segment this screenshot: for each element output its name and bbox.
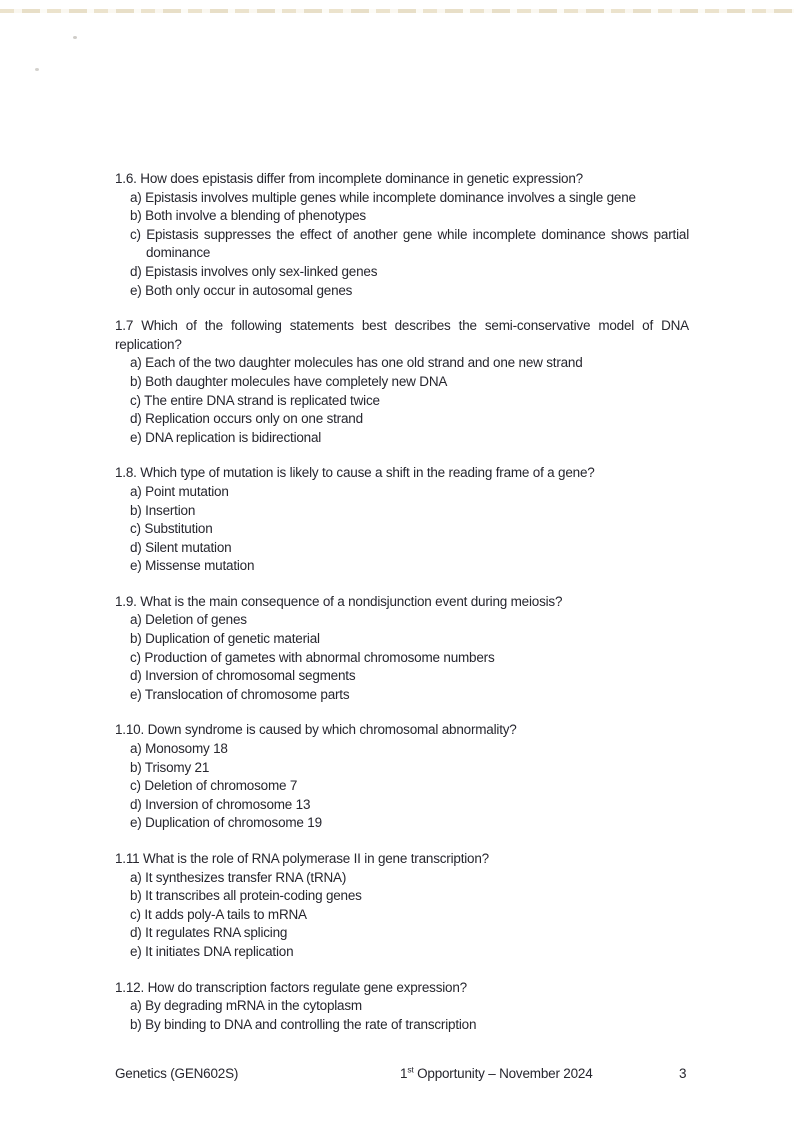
question-text	[115, 317, 689, 354]
question-number: 1.7	[115, 318, 134, 334]
option-a: a) Deletion of genes	[130, 612, 247, 628]
option-d: d) Silent mutation	[130, 539, 232, 555]
option-e: e) It initiates DNA replication	[130, 943, 294, 959]
question-stem: Which of the following statements best describes the semi-conservative model of DNA replication?	[115, 318, 689, 352]
option-c: c) Substitution	[130, 521, 213, 537]
option-a: a) Point mutation	[130, 483, 229, 499]
option-e: e) Duplication of chromosome 19	[130, 815, 322, 831]
question-stem: Which type of mutation is likely to cause a shift in the reading frame of a gene?	[140, 465, 595, 481]
option-d: d) Replication occurs only on one strand	[130, 411, 363, 427]
option-e: e) Translocation of chromosome parts	[130, 686, 350, 702]
question-number: 1.8.	[115, 465, 137, 481]
footer-opportunity-text: Opportunity – November 2024	[413, 1066, 593, 1081]
question-text	[115, 593, 689, 612]
option-e: e) Both only occur in autosomal genes	[130, 282, 353, 298]
option-c: c) Production of gametes with abnormal chromosome numbers	[130, 649, 495, 665]
option-d: d) Epistasis involves only sex-linked genes	[130, 263, 378, 279]
question-stem: What is the main consequence of a nondisjunction event during meiosis?	[140, 593, 563, 609]
option-c: c) The entire DNA strand is replicated twice	[130, 392, 380, 408]
question-number: 1.12.	[115, 979, 145, 995]
question-text	[115, 464, 689, 483]
question-stem: What is the role of RNA polymerase II in gene transcription?	[143, 851, 489, 866]
question-text	[115, 721, 689, 740]
question-number: 1.9.	[115, 593, 137, 609]
option-a: a) Monosomy 18	[130, 741, 228, 757]
option-e: e) Missense mutation	[130, 558, 255, 574]
option-c: c) Epistasis suppresses the effect of another gene while incomplete dominance shows partial dominance	[130, 226, 689, 261]
question-1-6	[115, 170, 689, 300]
option-b: b) Trisomy 21	[130, 759, 210, 775]
option-b: b) Insertion	[130, 502, 196, 518]
option-e: e) DNA replication is bidirectional	[130, 429, 322, 445]
option-a: a) Epistasis involves multiple genes while incomplete dominance involves a single gene	[130, 189, 636, 205]
option-c: c) Deletion of chromosome 7	[130, 778, 298, 794]
option-b: b) It transcribes all protein-coding genes	[130, 888, 362, 904]
question-1-9	[115, 593, 689, 705]
question-stem: How do transcription factors regulate gene expression?	[147, 979, 467, 995]
question-1-8	[115, 464, 689, 576]
option-a: a) It synthesizes transfer RNA (tRNA)	[130, 869, 347, 885]
option-b: b) Both daughter molecules have completely new DNA	[130, 373, 448, 389]
scan-speck	[73, 36, 77, 39]
question-1-10	[115, 721, 689, 833]
option-d: d) It regulates RNA splicing	[130, 925, 288, 941]
question-number: 1.10.	[115, 722, 145, 738]
footer-opportunity-number: 1	[400, 1066, 408, 1081]
question-stem: How does epistasis differ from incomplete dominance in genetic expression?	[140, 171, 583, 186]
question-stem: Down syndrome is caused by which chromosomal abnormality?	[147, 722, 517, 738]
question-number: 1.6.	[115, 171, 137, 186]
option-b: b) By binding to DNA and controlling the rate of transcription	[130, 1016, 477, 1032]
option-a: a) Each of the two daughter molecules has one old strand and one new strand	[130, 355, 583, 371]
option-b: b) Both involve a blending of phenotypes	[130, 208, 366, 224]
question-text	[115, 979, 689, 998]
footer-page-number: 3	[679, 1066, 687, 1081]
question-text	[115, 850, 689, 869]
scan-artifact-top-line	[0, 9, 794, 13]
question-number: 1.11	[115, 851, 140, 866]
option-d: d) Inversion of chromosome 13	[130, 796, 311, 812]
footer-opportunity-ordinal: st	[407, 1064, 414, 1075]
question-1-12	[115, 979, 689, 1035]
question-text	[115, 170, 689, 189]
option-b: b) Duplication of genetic material	[130, 631, 320, 647]
questions-section	[115, 170, 689, 1051]
option-d: d) Inversion of chromosomal segments	[130, 668, 356, 684]
question-1-11	[115, 850, 689, 962]
scan-speck	[35, 68, 39, 71]
footer-opportunity	[400, 1066, 593, 1081]
option-c: c) It adds poly-A tails to mRNA	[130, 906, 307, 922]
question-1-7	[115, 317, 689, 447]
option-a: a) By degrading mRNA in the cytoplasm	[130, 998, 362, 1014]
footer-course-code: Genetics (GEN602S)	[115, 1066, 239, 1081]
